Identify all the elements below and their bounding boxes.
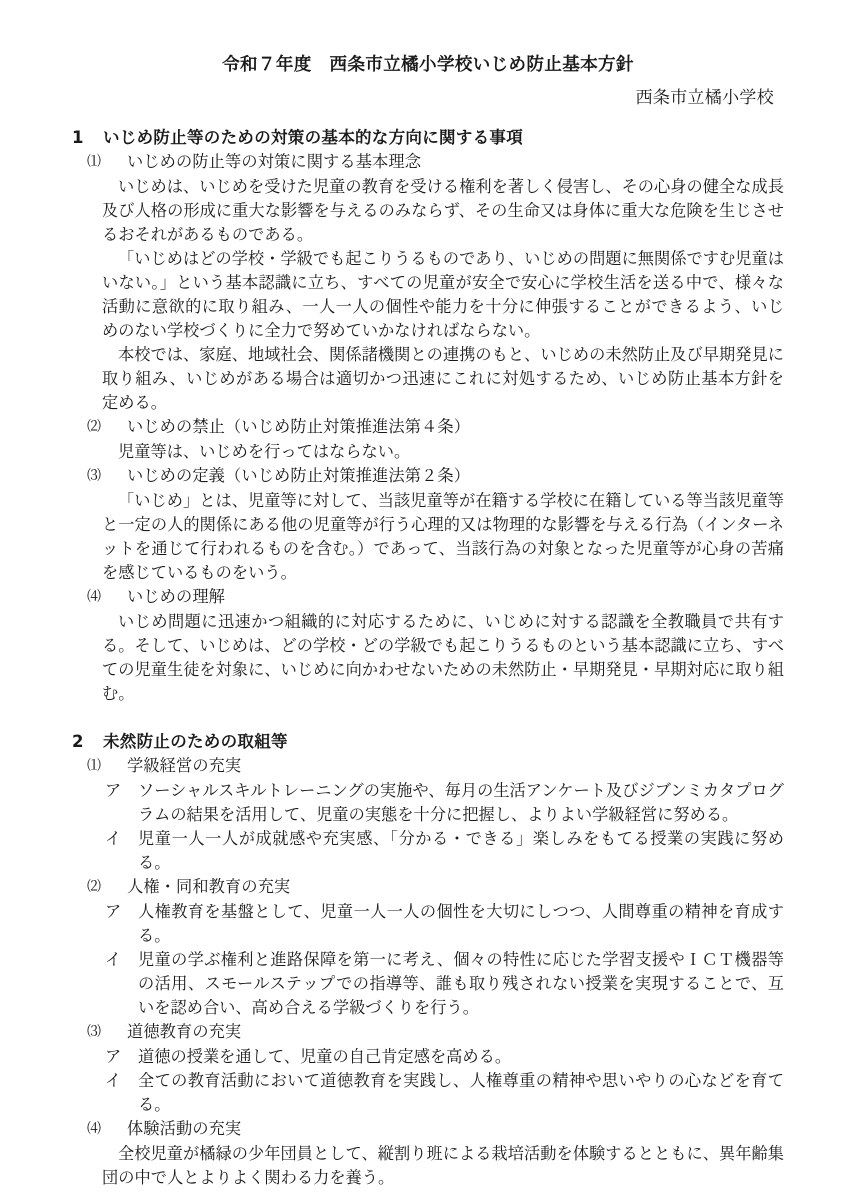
sub-list-item <box>72 827 784 875</box>
section-number-1: 1 <box>72 128 84 147</box>
list-item <box>72 1117 784 1142</box>
item-label: 人権・同和教育の充実 <box>127 878 291 896</box>
item-number: ⑵ <box>87 880 101 895</box>
list-item <box>72 464 784 489</box>
document-author: 西条市立橘小学校 <box>635 88 774 107</box>
paragraph: 児童等は、いじめを行ってはならない。 <box>118 443 411 461</box>
item-label: 道徳教育の充実 <box>127 1023 242 1041</box>
item-label: 学級経営の充実 <box>127 757 242 775</box>
item-number: ⑶ <box>87 469 101 484</box>
item-number: ⑷ <box>87 590 101 605</box>
sub-list-item <box>72 900 784 948</box>
list-item <box>72 150 784 175</box>
section-title-2: 未然防止のための取組等 <box>103 732 288 751</box>
sub-list-item <box>72 1045 784 1069</box>
item-label: いじめの定義（いじめ防止対策推進法第２条） <box>127 467 471 485</box>
item-number: ⑴ <box>87 759 101 774</box>
paragraph: 「いじめ」とは、児童等に対して、当該児童等が在籍する学校に在籍している等当該児童等と一定の人的関係にある他の児童等が行う心理的又は物理的な影響を与える行為（インターネットを通じて行われるものを含む。）であって、当該行為の対象となった児童等が心身の苦痛を感じているものをいう。 <box>102 492 784 582</box>
paragraph: いじめ問題に迅速かつ組織的に対応するために、いじめに対する認識を全教職員で共有する。そして、いじめは、どの学校・どの学級でも起こりうるものという基本認識に立ち、すべての児童生徒を対象に、いじめに向かわせないための未然防止・早期発見・早期対応に取り組む。 <box>102 613 784 703</box>
document-body <box>72 52 784 1190</box>
sub-list-item <box>72 1069 784 1117</box>
item-number: ⑶ <box>87 1025 101 1040</box>
section-spacer <box>72 706 784 730</box>
subitem-text: 道徳の授業を通して、児童の自己肯定感を高める。 <box>138 1048 512 1066</box>
list-item <box>72 754 784 779</box>
item-number: ⑴ <box>87 155 101 170</box>
subitem-text: 児童の学ぶ権利と進路保障を第一に考え、個々の特性に応じた学習支援やＩＣＴ機器等の活用、スモールステップでの指導等、誰も取り残されない授業を実現することで、互いを認め合い、高め合える学級づくりを行う。 <box>138 951 784 1017</box>
sub-list-item <box>72 779 784 827</box>
section-heading-2 <box>72 730 784 754</box>
subitem-text: ソーシャルスキルトレーニングの実施や、毎月の生活アンケート及びジブンミカタプログラムの結果を活用して、児童の実態を十分に把握し、よりよい学級経営に努める。 <box>138 782 784 824</box>
section-title-1: いじめ防止等のための対策の基本的な方向に関する事項 <box>103 128 523 147</box>
item-label: いじめの禁止（いじめ防止対策推進法第４条） <box>127 418 471 436</box>
list-item <box>72 875 784 900</box>
list-item <box>72 585 784 610</box>
item-label: 体験活動の充実 <box>127 1120 242 1138</box>
subitem-text: 全ての教育活動において道徳教育を実践し、人権尊重の精神や思いやりの心などを育てる。 <box>138 1072 784 1114</box>
subitem-number: イ <box>105 951 122 969</box>
subitem-number: イ <box>105 830 122 848</box>
item-number: ⑵ <box>87 420 101 435</box>
paragraph: 全校児童が橘緑の少年団員として、縦割り班による栽培活動を体験するとともに、異年齢集団の中で人とよりよく関わる力を養う。 <box>102 1145 784 1187</box>
sub-list-item <box>72 948 784 1020</box>
subitem-text: 人権教育を基盤として、児童一人一人の個性を大切にしつつ、人間尊重の精神を育成する。 <box>138 903 784 945</box>
item-label: いじめの防止等の対策に関する基本理念 <box>127 153 422 171</box>
section-heading-1 <box>72 126 784 150</box>
subitem-number: ア <box>105 782 122 800</box>
list-item <box>72 415 784 440</box>
subitem-number: ア <box>105 903 122 921</box>
page-title: 令和７年度 西条市立橘小学校いじめ防止基本方針 <box>222 55 634 75</box>
list-item <box>72 1020 784 1045</box>
section-number-2: 2 <box>72 732 84 751</box>
item-label: いじめの理解 <box>127 588 226 606</box>
paragraph: 「いじめはどの学校・学級でも起こりうるものであり、いじめの問題に無関係ですむ児童はいない。」という基本認識に立ち、すべての児童が安全で安心に学校生活を送る中で、様々な活動に意欲的に取り組み、一人一人の個性や能力を十分に伸張することができるよう、いじめのない学校づくりに全力で努めていかなければならない。 <box>102 250 784 340</box>
item-number: ⑷ <box>87 1122 101 1137</box>
paragraph: 本校では、家庭、地域社会、関係諸機関との連携のもと、いじめの未然防止及び早期発見に取り組み、いじめがある場合は適切かつ迅速にこれに対処するため、いじめ防止基本方針を定める。 <box>102 346 784 412</box>
paragraph: いじめは、いじめを受けた児童の教育を受ける権利を著しく侵害し、その心身の健全な成長及び人格の形成に重大な影響を与えるのみならず、その生命又は身体に重大な危険を生じさせるおそれがあるものである。 <box>102 178 784 244</box>
subitem-text: 児童一人一人が成就感や充実感、「分かる・できる」楽しみをもてる授業の実践に努める。 <box>138 830 784 872</box>
subitem-number: ア <box>105 1048 122 1066</box>
subitem-number: イ <box>105 1072 122 1090</box>
